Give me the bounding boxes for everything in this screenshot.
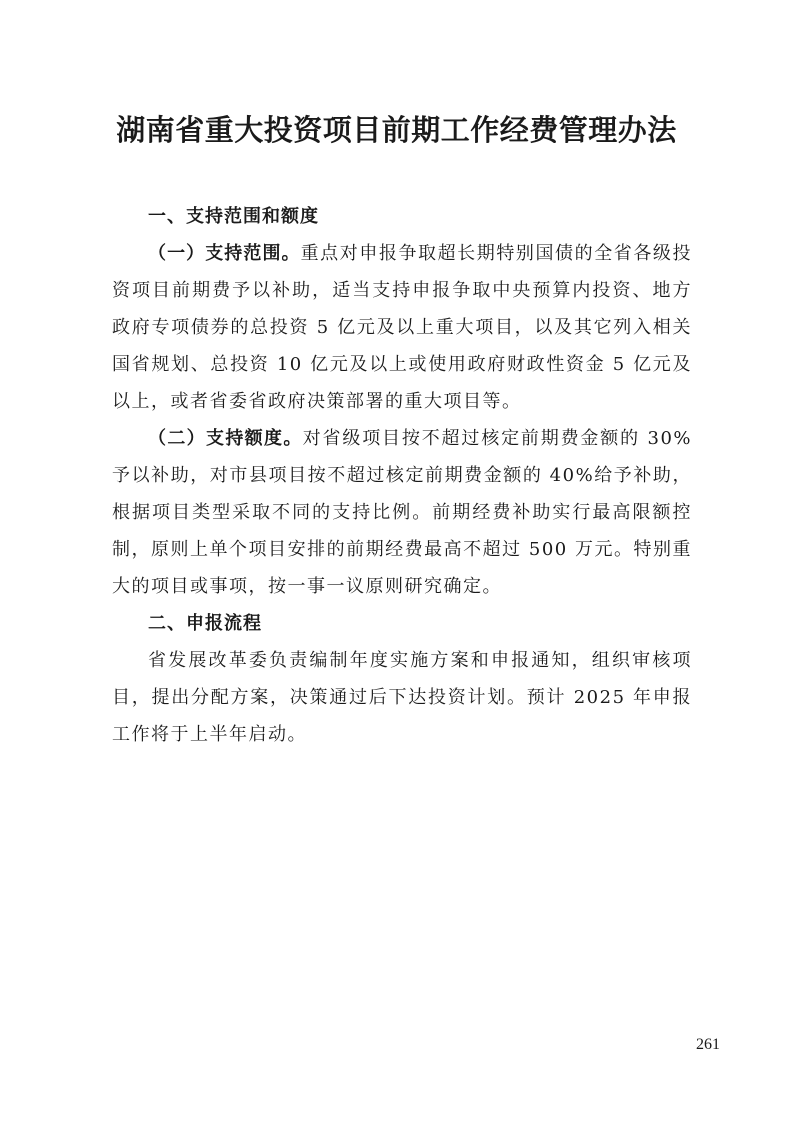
document-title: 湖南省重大投资项目前期工作经费管理办法 — [116, 113, 677, 147]
section-heading-support-scope: 一、支持范围和额度 — [148, 206, 319, 227]
paragraph-text: 重点对申报争取超长期特别国债的全省各级投资项目前期费予以补助，适当支持申报争取中央预算内投资、地方政府专项债券的总投资 5 亿元及以上重大项目，以及其它列入相关国省规划、总投资 10 亿元及以上或使用政府财政性资金 5 亿元及以上，或者省委省政府决策部署的重大项目等。 — [112, 243, 692, 412]
paragraph-text: 对省级项目按不超过核定前期费金额的 30%予以补助，对市县项目按不超过核定前期费金额的 40%给予补助，根据项目类型采取不同的支持比例。前期经费补助实行最高限额控制，原则上单个项目安排的前期经费最高不超过 500 万元。特别重大的项目或事项，按一事一议原则研究确定。 — [112, 428, 693, 597]
paragraph-lead: （二）支持额度。 — [148, 428, 303, 449]
paragraph-application-process — [112, 642, 692, 753]
page-number: 261 — [696, 1036, 720, 1053]
paragraph-lead: （一）支持范围。 — [148, 243, 301, 264]
section-heading-application-process: 二、申报流程 — [148, 613, 262, 634]
paragraph-support-amount — [112, 420, 692, 605]
document-body — [112, 198, 692, 753]
paragraph-support-range — [112, 235, 692, 420]
paragraph-text: 省发展改革委负责编制年度实施方案和申报通知，组织审核项目，提出分配方案，决策通过后下达投资计划。预计 2025 年申报工作将于上半年启动。 — [112, 650, 692, 745]
